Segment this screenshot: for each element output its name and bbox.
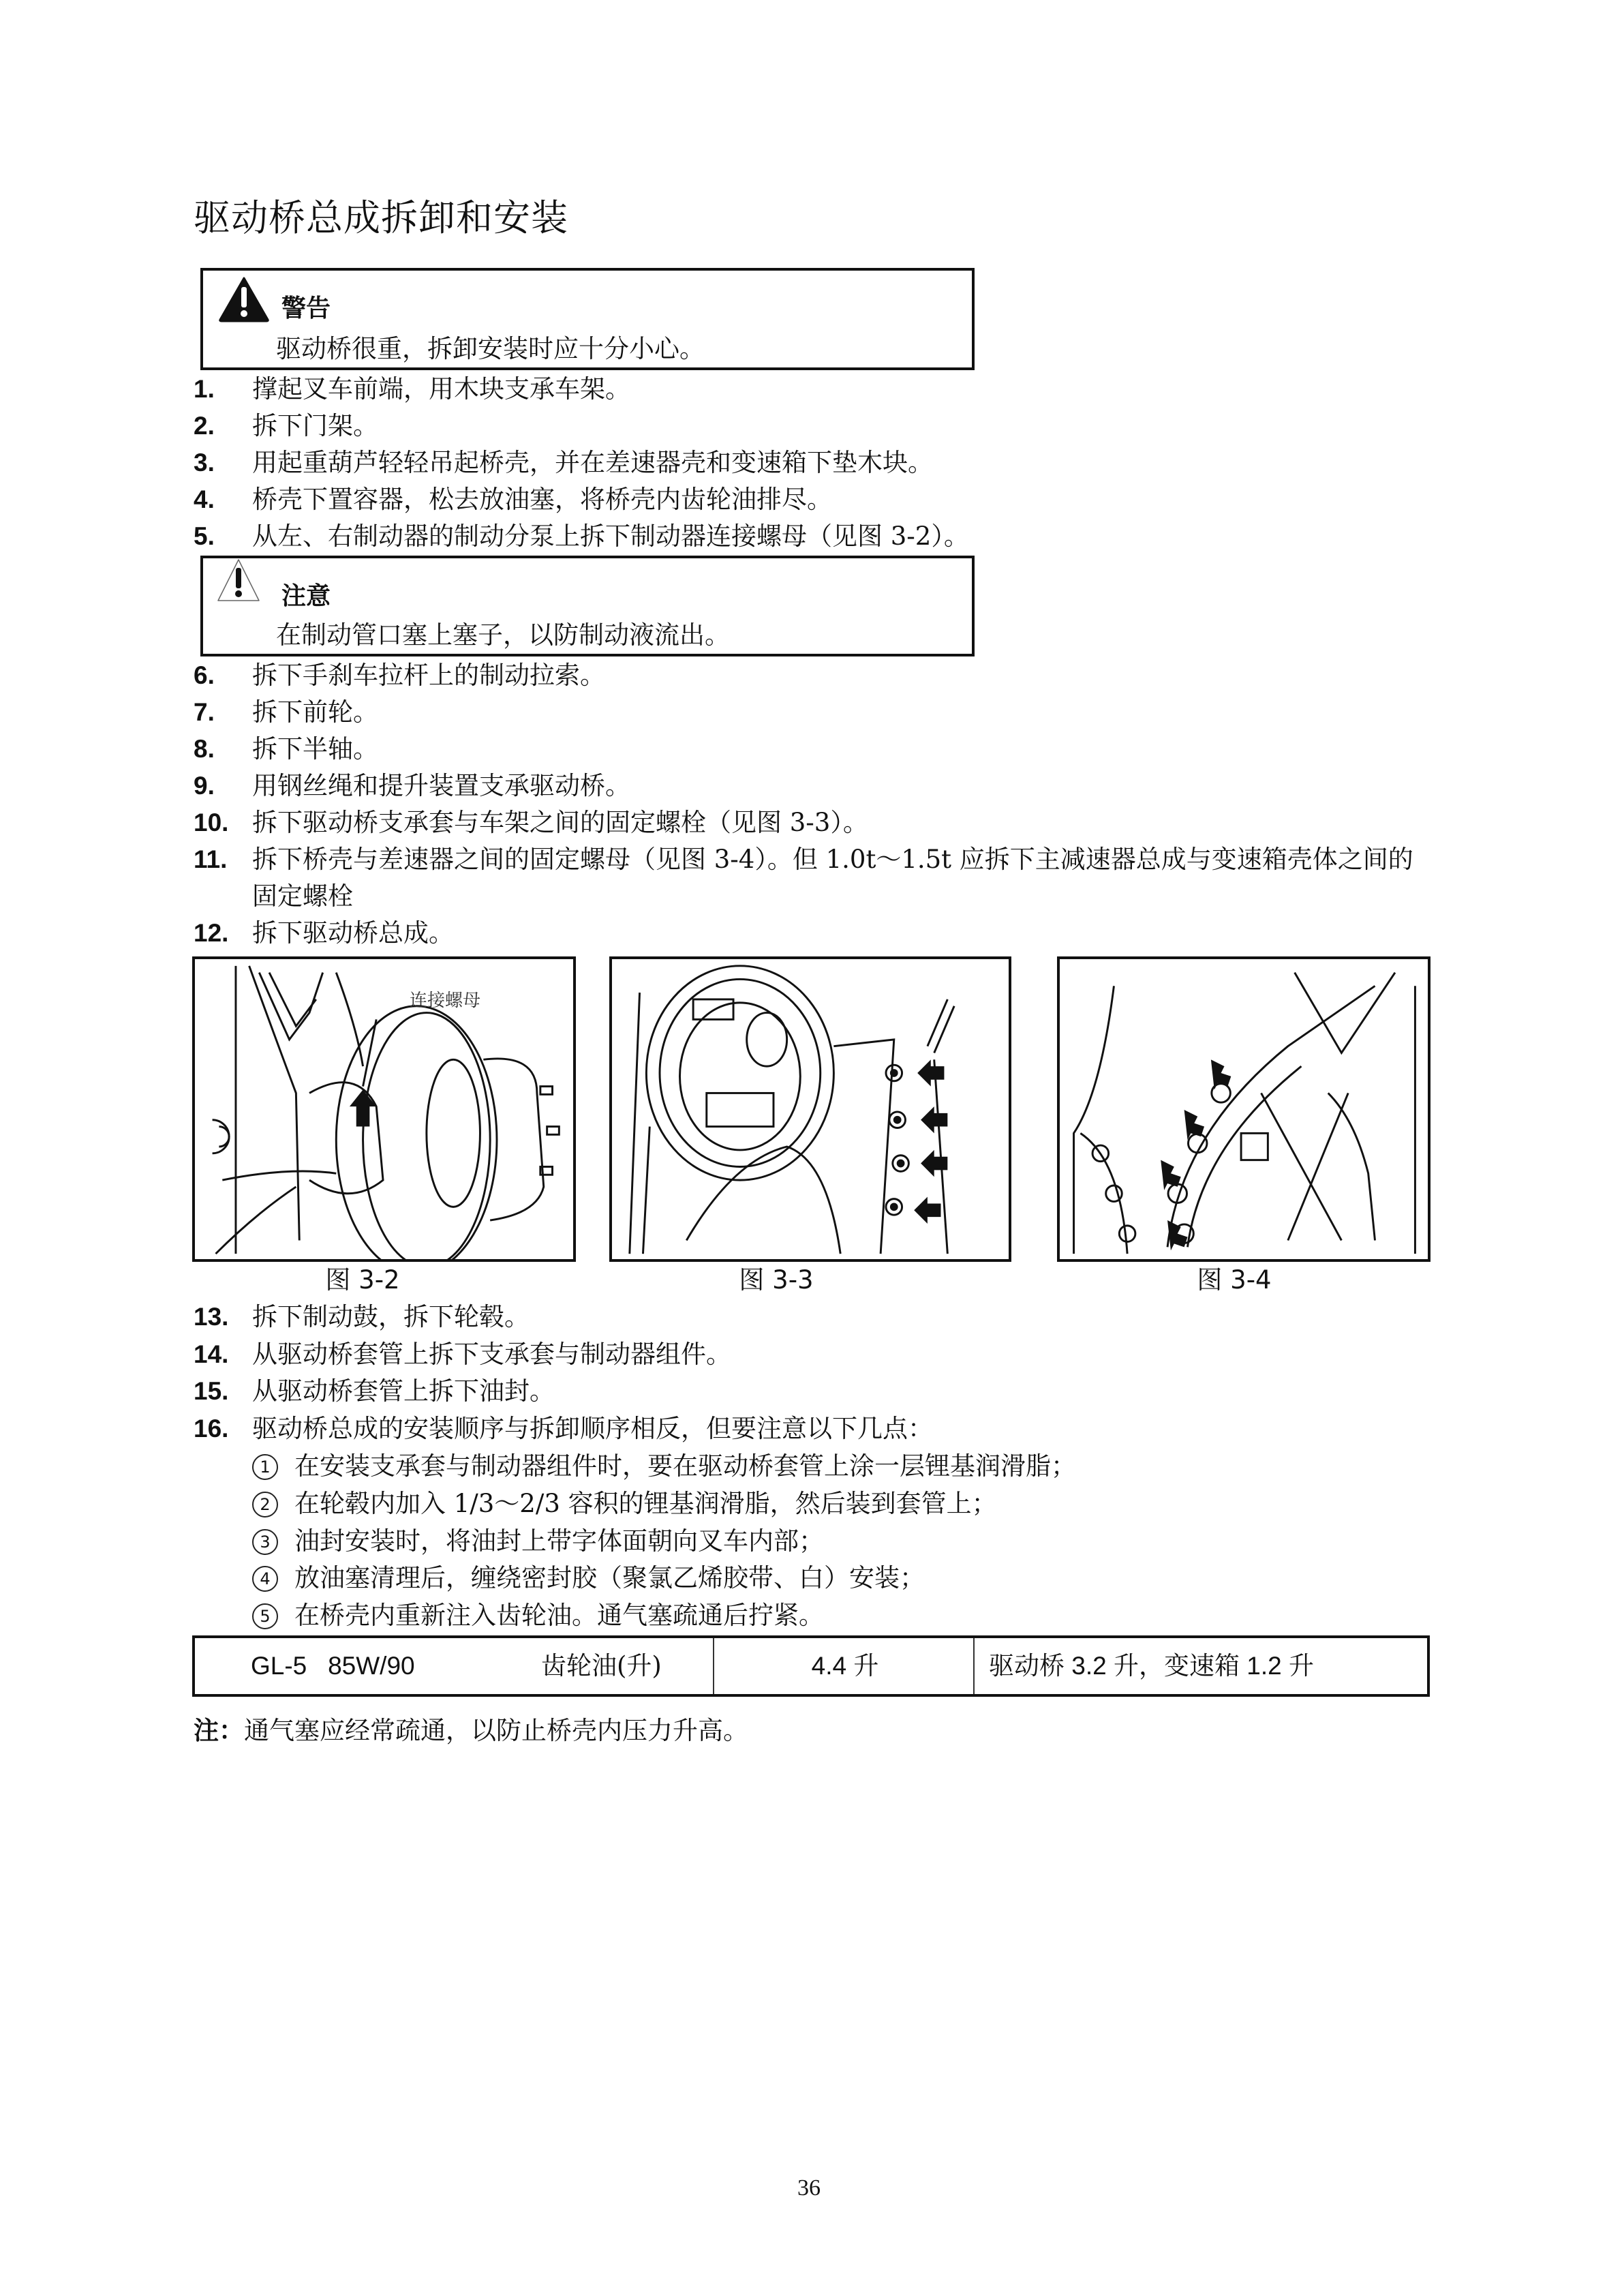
connecting-nut-label: 连接螺母 [410, 991, 481, 1011]
warning-box [200, 268, 975, 370]
step-text: 拆下半轴。 [252, 734, 378, 764]
footnote [194, 1712, 748, 1749]
step-item [194, 731, 1434, 768]
step-item [194, 408, 1434, 444]
step-number: 2. [194, 412, 215, 440]
step-number: 12. [194, 919, 229, 947]
step-item [194, 915, 1434, 952]
step-text: 拆下驱动桥支承套与车架之间的固定螺栓（见图 3-3）。 [252, 808, 868, 837]
step-text: 从驱动桥套管上拆下支承套与制动器组件。 [252, 1340, 731, 1369]
caution-heading: 注意 [281, 582, 331, 610]
step-text: 拆下制动鼓，拆下轮毂。 [252, 1302, 530, 1331]
step-number: 15. [194, 1377, 229, 1405]
step-text: 拆下桥壳与差速器之间的固定螺母（见图 3-4）。但 1.0t～1.5t 应拆下主减速器总成与变速箱壳体之间的固定螺栓 [252, 845, 1413, 911]
figure-3-2 [192, 956, 576, 1262]
circled-number: 3 [252, 1529, 278, 1555]
circled-number: 2 [252, 1492, 278, 1517]
caution-text: 在制动管口塞上塞子，以防制动液流出。 [276, 620, 730, 650]
step-text: 用起重葫芦轻轻吊起桥壳，并在差速器壳和变速箱下垫木块。 [252, 448, 933, 477]
step-text: 从左、右制动器的制动分泵上拆下制动器连接螺母（见图 3-2）。 [252, 522, 969, 551]
substep-text: 在桥壳内重新注入齿轮油。通气塞疏通后拧紧。 [294, 1601, 824, 1630]
step-text: 拆下前轮。 [252, 697, 378, 727]
step-text: 桥壳下置容器，松去放油塞，将桥壳内齿轮油排尽。 [252, 485, 832, 514]
axle-support-illustration [612, 959, 1009, 1259]
step-item [194, 371, 1434, 408]
warning-text: 驱动桥很重，拆卸安装时应十分小心。 [276, 334, 705, 363]
step-number: 9. [194, 772, 215, 800]
oil-breakdown: 驱动桥 3.2 升，变速箱 1.2 升 [989, 1652, 1314, 1680]
step-item [194, 481, 1434, 518]
step-item [194, 694, 1434, 731]
step-text: 拆下驱动桥总成。 [252, 918, 454, 948]
step-text: 从驱动桥套管上拆下油封。 [252, 1376, 555, 1406]
oil-total: 4.4 升 [811, 1652, 879, 1680]
substep-text: 放油塞清理后，缠绕密封胶（聚氯乙烯胶带、白）安装； [294, 1563, 925, 1592]
step-item [194, 444, 1434, 481]
table-divider [973, 1638, 975, 1694]
step-number: 16. [194, 1415, 229, 1442]
step-number: 1. [194, 375, 215, 403]
step-number: 10. [194, 809, 229, 836]
figure-3-3 [609, 956, 1011, 1262]
step-text: 驱动桥总成的安装顺序与拆卸顺序相反，但要注意以下几点： [252, 1414, 933, 1443]
caution-outline-triangle-icon [217, 558, 260, 603]
caution-box [200, 556, 975, 656]
step-item [194, 804, 1434, 841]
circled-number: 1 [252, 1454, 278, 1480]
differential-illustration [1060, 959, 1428, 1259]
figure-3-4 [1057, 956, 1430, 1262]
figure-caption: 图 3-4 [1197, 1265, 1272, 1295]
step-number: 6. [194, 661, 215, 689]
step-item [194, 1373, 1434, 1410]
step-number: 11. [194, 845, 228, 873]
oil-type: 齿轮油(升) [541, 1651, 662, 1680]
step-number: 4. [194, 485, 215, 513]
figure-caption: 图 3-3 [739, 1265, 814, 1295]
step-text: 拆下门架。 [252, 411, 378, 440]
step-number: 5. [194, 522, 215, 550]
warning-heading: 警告 [281, 294, 331, 322]
step-number: 7. [194, 698, 215, 726]
step-item [194, 1336, 1434, 1373]
step-text: 用钢丝绳和提升装置支承驱动桥。 [252, 771, 630, 800]
substep-text: 油封安装时，将油封上带字体面朝向叉车内部； [294, 1526, 824, 1556]
note-label: 注： [194, 1716, 244, 1745]
note-text: 通气塞应经常疏通，以防止桥壳内压力升高。 [244, 1716, 748, 1745]
substep-text: 在轮毂内加入 1/3～2/3 容积的锂基润滑脂，然后装到套管上； [294, 1489, 997, 1518]
step-number: 8. [194, 735, 215, 763]
circled-number: 4 [252, 1566, 278, 1592]
substep-text: 在安装支承套与制动器组件时，要在驱动桥套管上涂一层锂基润滑脂； [294, 1451, 1076, 1481]
brake-drum-illustration [195, 959, 573, 1259]
page-title: 驱动桥总成拆卸和安装 [194, 196, 568, 239]
table-divider [713, 1638, 714, 1694]
step-number: 13. [194, 1303, 229, 1331]
step-item [194, 657, 1434, 694]
step-text: 拆下手刹车拉杆上的制动拉索。 [252, 661, 605, 690]
oil-spec: GL-5 85W/90 [251, 1652, 415, 1680]
step-item [194, 1299, 1434, 1335]
step-number: 3. [194, 449, 215, 477]
step-item [194, 1410, 1434, 1447]
step-item [194, 518, 1434, 555]
step-item [194, 768, 1434, 804]
step-item [194, 841, 1434, 915]
oil-capacity-table [192, 1635, 1430, 1697]
page-number: 36 [797, 2175, 821, 2201]
circled-number: 5 [252, 1603, 278, 1629]
step-number: 14. [194, 1340, 229, 1368]
figure-caption: 图 3-2 [325, 1265, 400, 1295]
warning-filled-triangle-icon [218, 276, 270, 322]
step-text: 撑起叉车前端，用木块支承车架。 [252, 374, 630, 404]
